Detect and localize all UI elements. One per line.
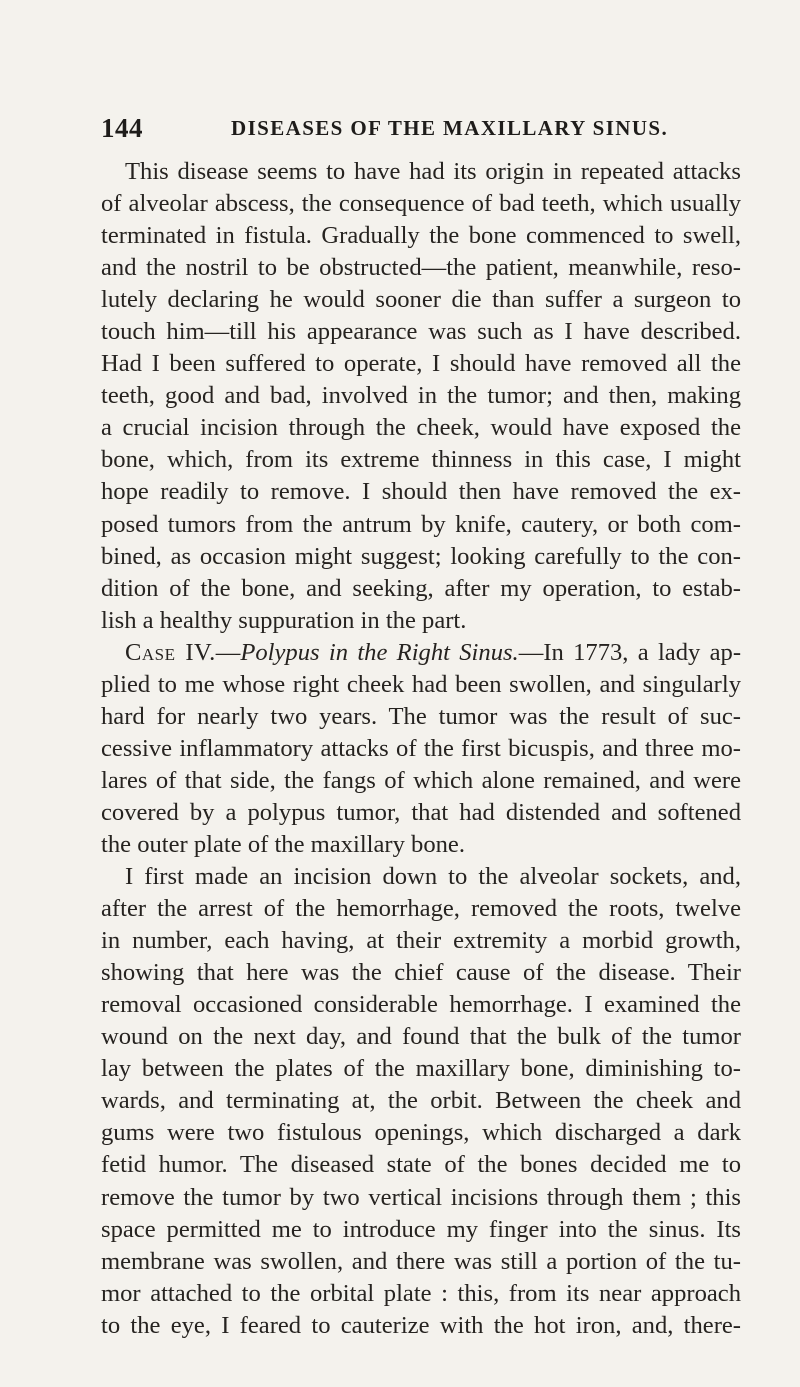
text-line: wards, and terminating at, the orbit. Between the cheek and: [101, 1087, 741, 1115]
case-title: Polypus in the Right Sinus.: [240, 638, 519, 666]
text-line: removal occasioned considerable hemorrhage. I examined the: [101, 991, 741, 1019]
text-line: dition of the bone, and seeking, after my operation, to estab-: [101, 574, 741, 602]
text-line: lares of that side, the fangs of which alone remained, and were: [101, 766, 741, 794]
text-line: remove the tumor by two vertical incisions through them ; this: [101, 1183, 741, 1211]
text-line: posed tumors from the antrum by knife, cautery, or both com-: [101, 510, 741, 538]
text-line: plied to me whose right cheek had been swollen, and singularly: [101, 670, 741, 698]
text-line: hope readily to remove. I should then have removed the ex-: [101, 478, 741, 506]
text-line: bone, which, from its extreme thinness in this case, I might: [101, 446, 741, 474]
text-line: hard for nearly two years. The tumor was the result of suc-: [101, 702, 741, 730]
running-title: DISEASES OF THE MAXILLARY SINUS.: [231, 116, 669, 140]
text-line: fetid humor. The diseased state of the bones decided me to: [101, 1151, 741, 1179]
case-label: Case IV.: [125, 638, 216, 666]
text-line: to the eye, I feared to cauterize with the hot iron, and, there-: [101, 1311, 741, 1339]
body-text: [101, 156, 741, 1342]
case-heading-line: [101, 637, 741, 669]
text-line: space permitted me to introduce my finger into the sinus. Its: [101, 1215, 741, 1243]
text-line: lay between the plates of the maxillary bone, diminishing to-: [101, 1055, 741, 1083]
text-line: in number, each having, at their extremity a morbid growth,: [101, 927, 741, 955]
text-line: gums were two fistulous openings, which discharged a dark: [101, 1119, 741, 1147]
text-line: and the nostril to be obstructed—the patient, meanwhile, reso-: [101, 254, 741, 282]
text-line: lish a healthy suppuration in the part.: [101, 606, 467, 634]
text-line: the outer plate of the maxillary bone.: [101, 830, 465, 858]
text-line: after the arrest of the hemorrhage, removed the roots, twelve: [101, 895, 741, 923]
text-line: This disease seems to have had its origin in repeated attacks: [125, 158, 741, 185]
text-line: Had I been suffered to operate, I should have removed all the: [101, 350, 741, 378]
text-line: wound on the next day, and found that the bulk of the tumor: [101, 1023, 741, 1051]
text-line: terminated in fistula. Gradually the bone commenced to swell,: [101, 222, 741, 250]
text-line: of alveolar abscess, the consequence of bad teeth, which usually: [101, 190, 741, 218]
text-line: I first made an incision down to the alveolar sockets, and,: [125, 863, 741, 891]
page-header: [101, 113, 741, 145]
text-line: lutely declaring he would sooner die than suffer a surgeon to: [101, 286, 741, 314]
text-line: covered by a polypus tumor, that had distended and softened: [101, 798, 741, 826]
text-line: a crucial incision through the cheek, would have exposed the: [101, 414, 741, 442]
text-line: teeth, good and bad, involved in the tumor; and then, making: [101, 382, 741, 410]
text-line: membrane was swollen, and there was still a portion of the tu-: [101, 1247, 741, 1275]
text-line: showing that here was the chief cause of the disease. Their: [101, 959, 741, 987]
case-text-start: —In 1773, a lady ap-: [518, 638, 741, 666]
text-line: bined, as occasion might suggest; looking carefully to the con-: [101, 542, 741, 570]
text-line: cessive inflammatory attacks of the first bicuspis, and three mo-: [101, 734, 741, 762]
page-number: 144: [101, 113, 143, 143]
case-dash: —: [215, 638, 241, 666]
text-line: mor attached to the orbital plate : this, from its near approach: [101, 1279, 741, 1307]
text-line: touch him—till his appearance was such as I have described.: [101, 318, 741, 346]
